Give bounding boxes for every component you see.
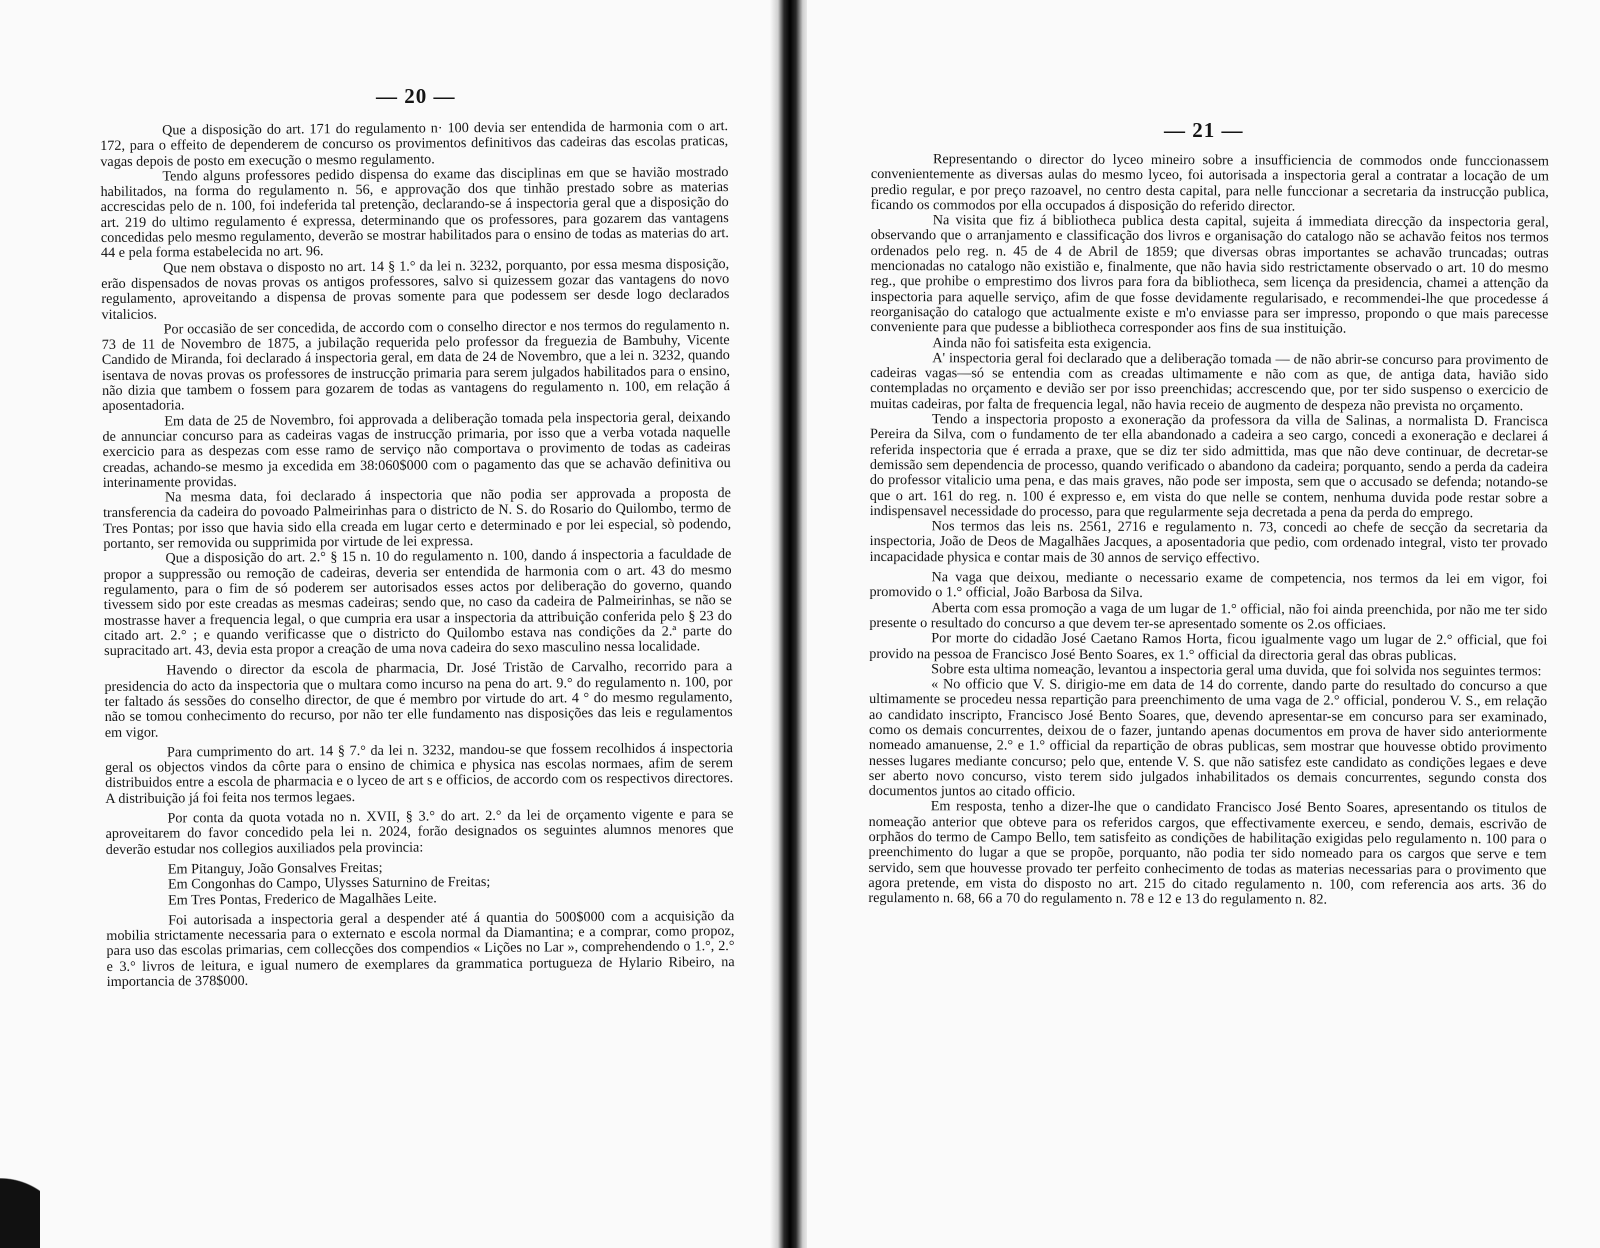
paragraph: Aberta com essa promoção a vaga de um lugar de 1.° official, não foi ainda preenchida, por não me ter sido presente o resultado do concurso a que devem ter-se apresentado somente os 2.os officiaes.	[869, 599, 1548, 633]
paragraph: A' inspectoria geral foi declarado que a deliberação tomada — de não abrir-se concurso para provimento de cadeiras vagas—só se entendia com as creadas ultimamente e não com as que, de antiga data, havião sido contempladas no orçamento e devião ser por isso preenchidas; accrescendo que, por ter sido suspenso o exercicio de muitas cadeiras, por falta de frequencia legal, não havia receio de augmento de despeza não prevista no orçamento.	[870, 350, 1549, 415]
page-number-right: — 21 —	[1164, 118, 1244, 142]
paragraph: Em data de 25 de Novembro, foi approvada a deliberação tomada pela inspectoria geral, deixando de annunciar concurso para as cadeiras vagas de instrucção primaria, por isso que a verba votada naquelle exercicio para as despezas com esse ramo de serviço não comportava o provimento de todas as cadeiras creadas, achando-se mesmo ja excedida em 38:060$000 com o pagamento das que se achavão definitiva ou interinamente providas.	[102, 408, 731, 491]
paragraph: Para cumprimento do art. 14 § 7.° da lei n. 3232, mandou-se que fossem recolhidos á inspectoria geral os objectos vindos da côrte para o ensino de chimica e physica nas escolas normaes, afim de serem distribuidos entre a escola de pharmacia e o lyceo de art s e officios, de accordo com os respectivos directores. A distribuição já foi feita nos termos legaes.	[104, 739, 734, 807]
book-gutter	[770, 0, 810, 1248]
paragraph: Na vaga que deixou, mediante o necessario exame de competencia, nos termos da lei em vigor, foi promovido o 1.° official, João Barbosa da Silva.	[869, 569, 1548, 602]
paragraph: Tendo a inspectoria proposto a exoneração da professora da villa de Salinas, a normalista D. Francisca Pereira da Silva, com o fundamento de ter ella abandonado a cadeira a seo cargo, concedi a exoneração e declarei á referida inspectoria que é errada a praxe, que se diz ter sido admittida, mas que não deve continuar, de decretar-se demissão sem dependencia de processo, quando verificado o abandono da cadeira; porquanto, sendo a perda da cadeira do professor vitalicio uma pena, e das mais graves, não pode ser imposta, sem que o accusado se defenda; notando-se que o art. 161 do reg. n. 100 é expresso e, em vista do que nelle se contem, nenhuma duvida pode restar sobre a indispensavel necessidade do processo, para que regularmente seja decretada a pena da perda do emprego.	[869, 411, 1549, 521]
paragraph: Que a disposição do art. 2.° § 15 n. 10 do regulamento n. 100, dando á inspectoria a faculdade de propor a suppressão ou remoção de cadeiras, deveria ser entendida de harmonia com o art. 43 do mesmo regulamento, para o fim de só poderem ser autorisados esses actos por deliberação do governo, quando tivessem sido por este creadas as mesmas cadeiras; sendo que, no caso da cadeira de Palmeirinhas, se não se mostrasse haver a frequencia legal, o que cumpria era usar a inspectoria da attribuição conferida pelo § 23 do citado art. 2.° ; e quando verificasse que o districto do Quilombo estava nas condições da 2.ª parte do supracitado art. 43, devia esta propor a creação de uma nova cadeira do sexo masculino nessa localidade.	[103, 546, 733, 660]
paragraph: Em resposta, tenho a dizer-lhe que o candidato Francisco José Bento Soares, apresentando os titulos de nomeação anterior que obteve para os referidos cargos, que effectivamente exerceu, e sendo, demais, escrivão de orphãos do termo de Campo Bello, tem satisfeito as condições de habilitação exigidas pelo regulamento n. 100 para o preenchimento do lugar a que se propõe, porquanto, não podia ter sido nomeado para os cargos que serve e tem servido, sem que houvesse provado ter perfeito conhecimento de todas as materias necessarias para o provimento que agora pretende, em vista do disposto no art. 215 do citado regulamento n. 100, com referencia aos arts. 36 do regulamento n. 68, 66 a 70 do regulamento n. 78 e 12 e 13 do regulamento n. 82.	[868, 798, 1547, 908]
list-item: Em Tres Pontas, Frederico de Magalhães Leite.	[168, 889, 437, 909]
left-page-text	[100, 119, 735, 990]
paragraph: Representando o director do lyceo mineiro sobre a insufficiencia de commodos onde funccionassem convenientemente as diversas aulas do mesmo lyceo, foi autorisada a inspectoria geral a contratar a locação de um predio regular, e por preço razoavel, no centro desta capital, para nelle funccionar a secretaria da instrucção publica, ficando os commodos por ella occupados á disposição do referido director.	[870, 151, 1549, 215]
paragraph: Sobre esta ultima nomeação, levantou a inspectoria geral uma duvida, que foi solvida nos seguintes termos:	[931, 661, 1542, 680]
page-number-left: — 20 —	[376, 84, 456, 108]
paragraph: Foi autorisada a inspectoria geral a despender até á quantia do 500$000 com a acquisição da mobilia strictamente necessaria para o externato e escola normal da Diamantina; e a comprar, como propoz, para uso das escolas primarias, cem collecções dos compendios « Lições no Lar », comprehendendo o 1.°, 2.° e 3.° livros de leitura, e igual numero de exemplares da grammatica portugueza de Hylario Ribeiro, na importancia de 378$000.	[106, 907, 735, 991]
paragraph: Na visita que fiz á bibliotheca publica desta capital, sujeita á immediata direcção da inspectoria geral, observando que o arranjamento e classificação dos livros e organisação do catalogo não se achavão feitos nos termos ordenados pelo reg. n. 45 de 4 de Abril de 1859; que diversas obras importantes se achavão truncadas; outras mencionadas no catalogo não existião e, finalmente, que não havia sido restrictamente observado o art. 10 do mesmo reg., que prohibe o emprestimo dos livros para fora da bibliotheca, sem licença da presidencia, chamei a attenção da inspectoria para aquelle serviço, afim de que fosse devidamente regularisado, e recommendei-lhe que procedesse á reorganisação do catalogo que actualmente existe e m'o enviasse para ser impresso, propondo o que mais parecesse conveniente para que pudesse a bibliotheca corresponder aos fins de sua instituição.	[870, 212, 1549, 337]
paragraph: Por morte do cidadão José Caetano Ramos Horta, ficou igualmente vago um lugar de 2.° official, que foi provido na pessoa de Francisco José Bento Soares, ex 1.° official da directoria geral das obras publicas.	[869, 630, 1548, 664]
paragraph: Por conta da quota votada no n. XVII, § 3.° do art. 2.° da lei de orçamento vigente e para se aproveitarem do favor concedido pela lei n. 2024, forão designados os seguintes alumnos menores que deverão estudar nos collegios auxiliados pela provincia:	[105, 806, 734, 858]
right-page-text	[868, 152, 1549, 909]
list-item: Em Pitanguy, João Gonsalves Freitas;	[167, 859, 383, 878]
paragraph: Na mesma data, foi declarado á inspectoria que não podia ser approvada a proposta de transferencia da cadeira do povoado Palmeirinhas para o districto de N. S. do Rosario do Quilombo, termo de Tres Pontas; por isso que havia sido ella creada em lugar certo e determinado e por lei especial, sò podendo, portanto, ser removida ou supprimida por virtude de lei expressa.	[102, 485, 732, 553]
paragraph: Havendo o director da escola de pharmacia, Dr. José Tristão de Carvalho, recorrido para a presidencia do acto da inspectoria que o multara como incurso na pena do art. 9.° do regulamento n. 100, por ter faltado ás sessões do conselho director, de que é membro por virtude do art. 4 ° do mesmo regulamento, não se tomou conhecimento do recurso, por não ter elle fundamento nas disposições das leis e regulamentos em vigor.	[104, 658, 733, 741]
paragraph: Ainda não foi satisfeita esta exigencia.	[932, 334, 1152, 352]
paragraph: Que a disposição do art. 171 do regulamento n· 100 devia ser entendida de harmonia com o art. 172, para o effeito de dependerem de concurso os provimentos definitivos das cadeiras das escolas praticas, vagas depois de posto em execução o mesmo regulamento.	[100, 118, 729, 170]
paragraph: Por occasião de ser concedida, de accordo com o conselho director e nos termos do regulamento n. 73 de 11 de Novembro de 1875, a jubilação requerida pelo professor da freguezia de Bambuhy, Vicente Candido de Miranda, foi declarado á inspectoria geral, em data de 24 de Novembro, que a lei n. 3232, quando isentava de novas provas os professores de instrucção primaria para serem julgados habilitados para o ensino, não dizia que tambem o fossem para gozarem de todas as vantagens do regulamento n. 100, em relação á aposentadoria.	[101, 316, 731, 415]
left-page	[0, 0, 783, 1248]
paragraph: « No officio que V. S. dirigio-me em data de 14 do corrente, dando parte do resultado do concurso a que ultimamente se procedeu nessa repartição para preenchimento de uma vaga de 2.° official, ponderou V. S., em relação ao candidato inscripto, Francisco José Bento Soares, que, devendo apresentar-se em concurso para ser examinado, como os demais concurrentes, deixou de o fazer, juntando apenas documentos em prova de haver sido anteriormente nomeado amanuense, 2.° e 1.° official da repartição de obras publicas, sem mostrar que houvesse obtido provimento nesses lugares mediante concurso; pelo que, entende V. S. que não satisfez este candidato as condições legaes e deve ser aberto novo concurso, visto terem sido julgados inhabilitados os demais concurrentes, segundo consta dos documentos juntos ao citado officio.	[868, 676, 1548, 800]
paragraph: Tendo alguns professores pedido dispensa do exame das disciplinas em que se havião mostrado habilitados, na forma do regulamento n. 56, e approvação dos que tinhão prestado sobre as materias accrescidas pelo de n. 100, foi indeferida tal pretenção, declarando-se á inspectoria geral que a disposição do art. 219 do ultimo regulamento é expressa, determinando que os professores, para gozarem das vantagens concedidas pelo mesmo regulamento, deverão se mostrar habilitados para o ensino de todas as materias do art. 44 e pela forma estabelecida no art. 96.	[100, 163, 729, 262]
page-curl-shadow	[0, 1140, 40, 1248]
paragraph: Nos termos das leis ns. 2561, 2716 e regulamento n. 73, concedi ao chefe de secção da secretaria da inspectoria, João de Deos de Magalhães Jacques, a aposentadoria que pedio, com ordenado integral, visto ter provado incapacidade physica e contar mais de 30 annos de serviço effectivo.	[869, 518, 1548, 567]
right-page	[807, 0, 1600, 1248]
list-item: Em Congonhas do Campo, Ulysses Saturnino de Freitas;	[167, 874, 491, 893]
paragraph: Que nem obstava o disposto no art. 14 § 1.° da lei n. 3232, porquanto, por essa mesma disposição, erão dispensados de novas provas os antigos professores, salvo si quizessem gozar das vantagens do novo regulamento, aproveitando a dispensa de provas somente para que podessem ser desde logo declarados vitalicios.	[101, 255, 730, 323]
